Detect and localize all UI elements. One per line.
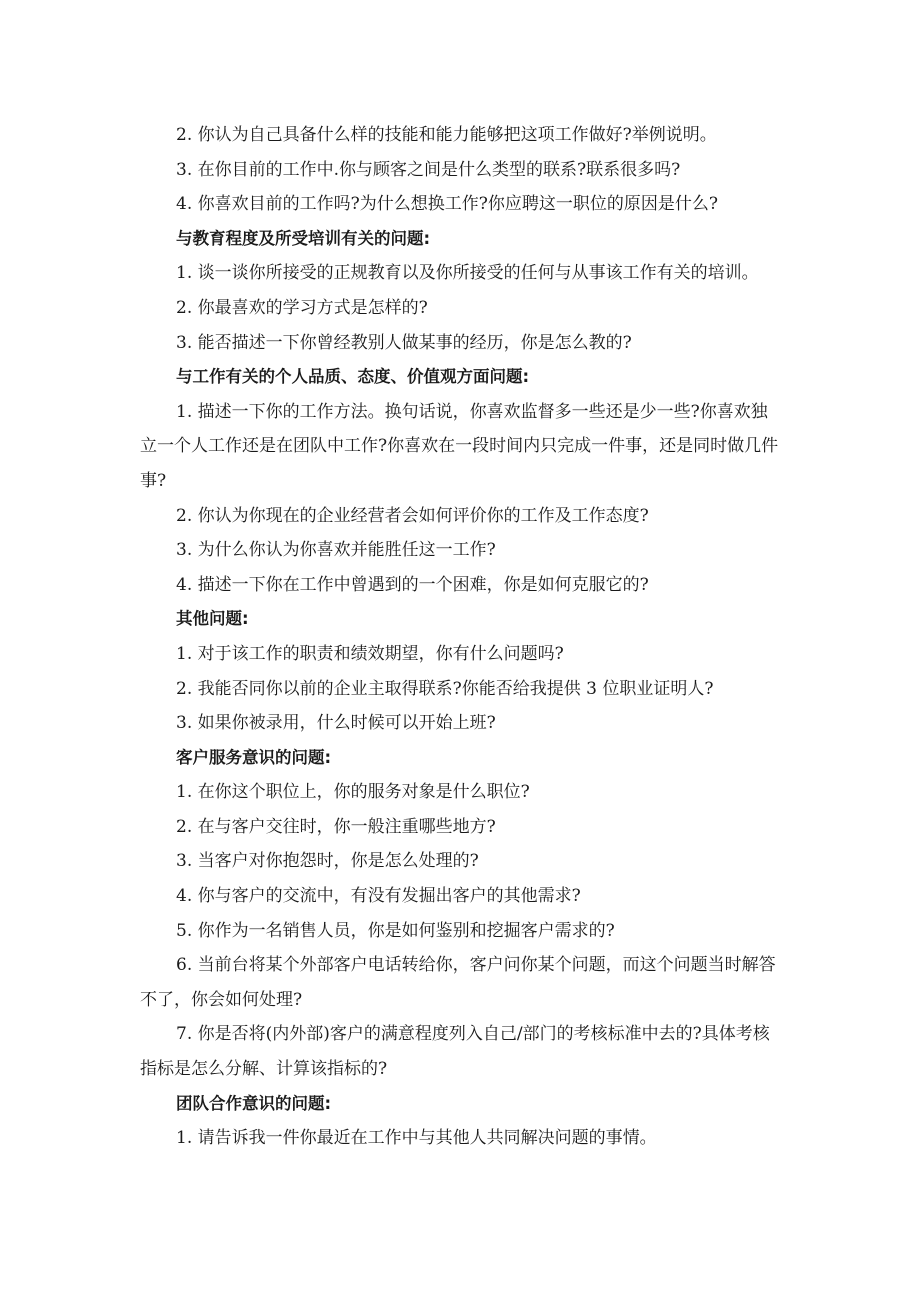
question-item: 1. 谈一谈你所接受的正规教育以及你所接受的任何与从事该工作有关的培训。: [176, 263, 759, 284]
question-item: 5. 你作为一名销售人员，你是如何鉴别和挖掘客户需求的?: [176, 920, 615, 941]
question-item: 3. 当客户对你抱怨时，你是怎么处理的?: [176, 851, 479, 872]
question-item: 4. 你喜欢目前的工作吗?为什么想换工作?你应聘这一职位的原因是什么?: [176, 194, 718, 215]
question-item: 2. 你最喜欢的学习方式是怎样的?: [176, 297, 428, 318]
question-item: 1. 请告诉我一件你最近在工作中与其他人共同解决问题的事情。: [176, 1128, 657, 1149]
section-heading: 与工作有关的个人品质、态度、价值观方面问题:: [176, 367, 530, 387]
section-heading: 客户服务意识的问题:: [176, 747, 332, 767]
question-item: 1. 描述一下你的工作方法。换句话说，你喜欢监督多一些还是少一些?你喜欢独立一个人工作还是在团队中工作?你喜欢在一段时间内只完成一件事，还是同时做几件事?: [140, 401, 779, 491]
question-item: 2. 你认为你现在的企业经营者会如何评价你的工作及工作态度?: [176, 505, 649, 526]
section-heading: 其他问题:: [176, 609, 249, 629]
section-heading: 与教育程度及所受培训有关的问题:: [176, 228, 431, 248]
question-item: 1. 在你这个职位上，你的服务对象是什么职位?: [176, 782, 530, 803]
question-item: 3. 如果你被录用，什么时候可以开始上班?: [176, 713, 496, 734]
question-item: 7. 你是否将(内外部)客户的满意程度列入自己/部门的考核标准中去的?具体考核指标是怎么分解、计算该指标的?: [140, 1024, 770, 1080]
question-item: 3. 能否描述一下你曾经教别人做某事的经历，你是怎么教的?: [176, 332, 632, 353]
question-item: 1. 对于该工作的职责和绩效期望，你有什么问题吗?: [176, 643, 564, 664]
question-item: 2. 你认为自己具备什么样的技能和能力能够把这项工作做好?举例说明。: [176, 125, 717, 145]
question-item: 4. 你与客户的交流中，有没有发掘出客户的其他需求?: [176, 886, 581, 907]
document-page: [140, 118, 782, 1156]
question-item: 2. 在与客户交往时，你一般注重哪些地方?: [176, 816, 496, 837]
question-item: 3. 为什么你认为你喜欢并能胜任这一工作?: [176, 540, 496, 561]
question-item: 2. 我能否同你以前的企业主取得联系?你能否给我提供 3 位职业证明人?: [176, 678, 714, 699]
question-item: 4. 描述一下你在工作中曾遇到的一个困难，你是如何克服它的?: [176, 574, 649, 595]
section-heading: 团队合作意识的问题:: [176, 1093, 332, 1113]
question-item: 6. 当前台将某个外部客户电话转给你，客户问你某个问题，而这个问题当时解答不了，你会如何处理?: [140, 955, 776, 1010]
question-item: 3. 在你目前的工作中.你与顾客之间是什么类型的联系?联系很多吗?: [176, 159, 681, 180]
